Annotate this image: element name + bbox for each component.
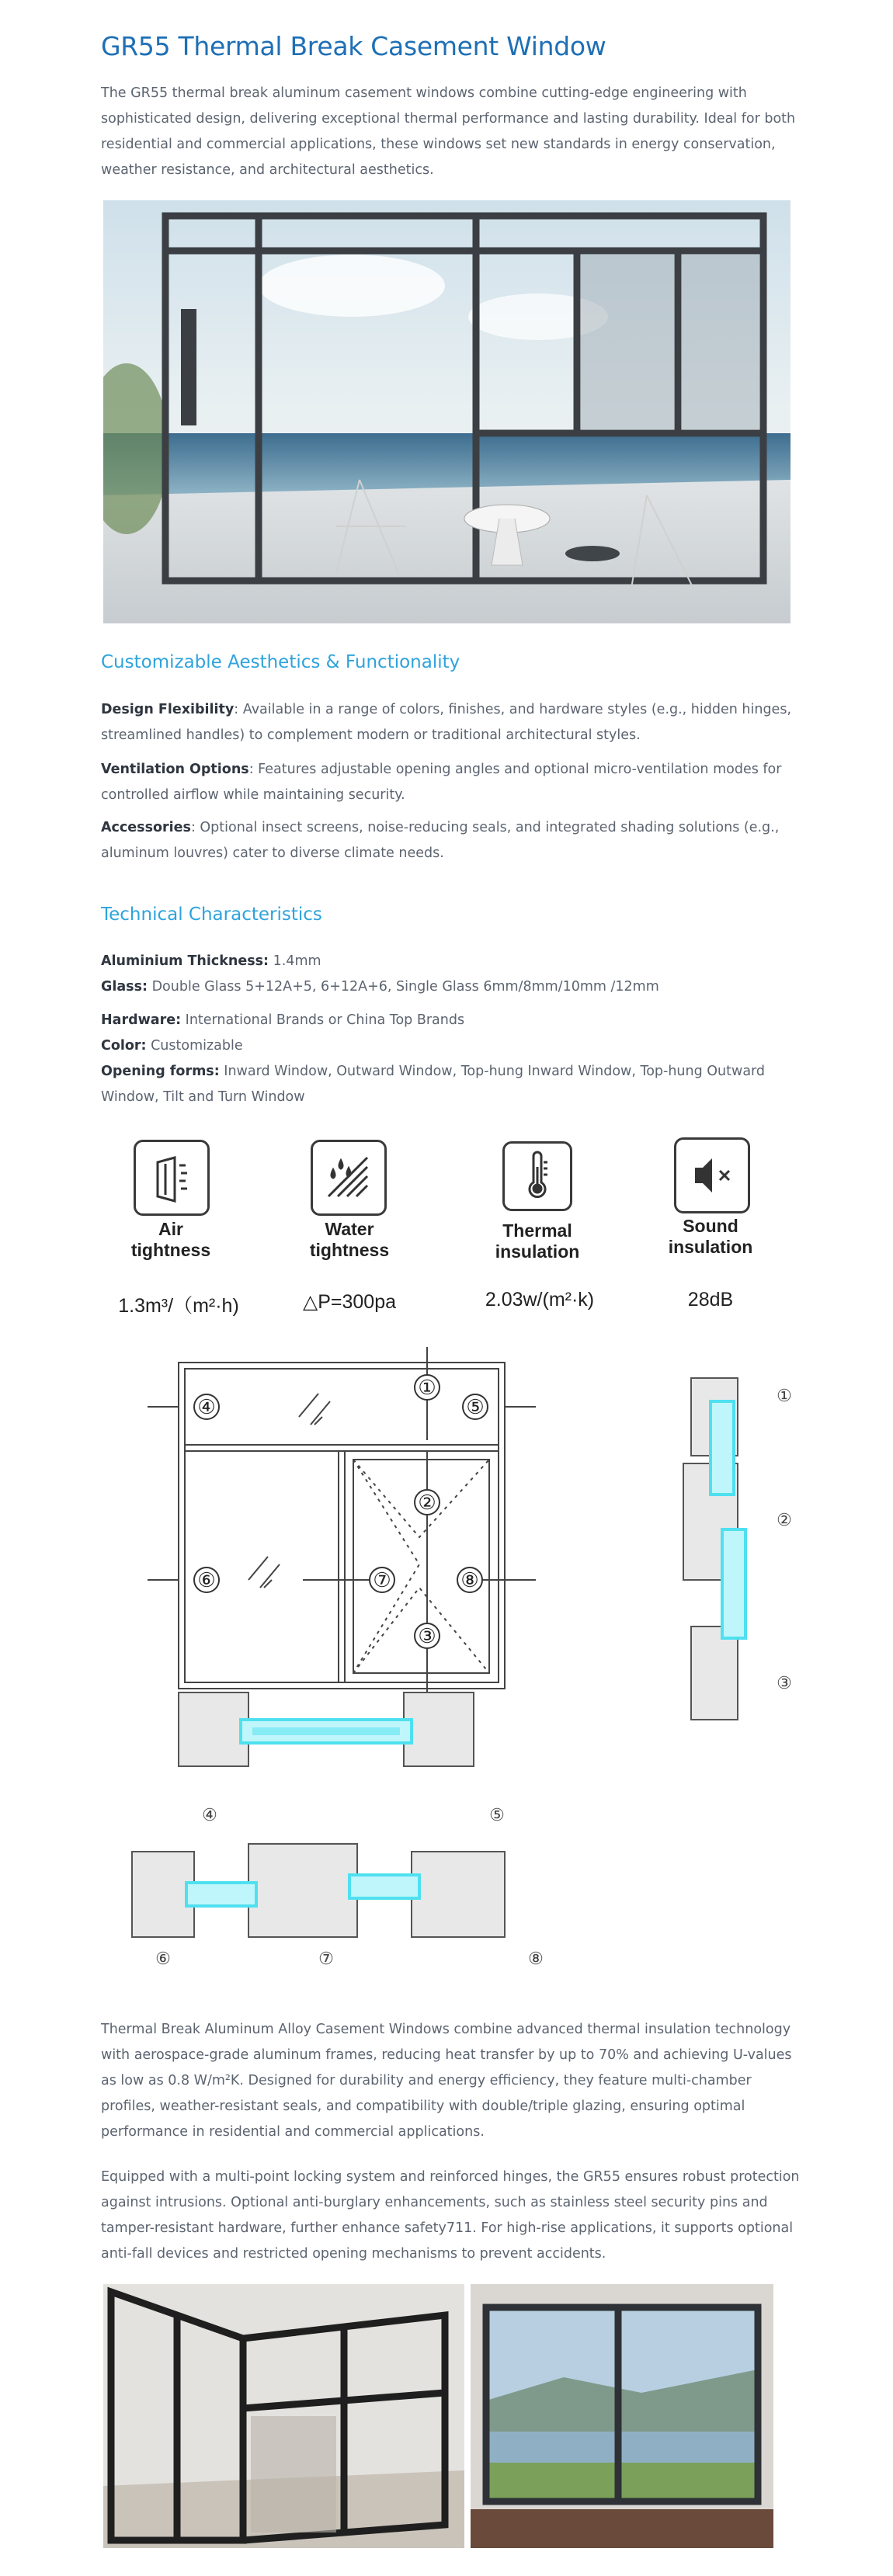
marker-4: ④	[197, 1396, 216, 1419]
marker-6: ⑥	[197, 1569, 216, 1592]
hero-window-image	[103, 200, 790, 623]
feature-label: Ventilation Options	[101, 762, 249, 777]
marker-1: ①	[418, 1377, 436, 1400]
spec-aluminium-thickness	[101, 949, 800, 974]
spec-opening-forms	[101, 1059, 800, 1110]
window-section-diagram	[124, 1347, 808, 1968]
label-line: tightness	[130, 1240, 211, 1260]
speaker-mute-icon	[674, 1137, 750, 1213]
marker-6-sub: ⑥	[155, 1949, 171, 1968]
thermal-paragraph: Thermal Break Aluminum Alloy Casement Windows combine advanced thermal insulation technology with aerospace-grade aluminum frames, reducing heat transfer by up to 70% and achieving U-values as low as 0.8 W/m²K. Designed for durability and energy efficiency, they feature multi-chamber profiles, weather-resistant seals, and compatibility with double/triple glazing, ensuring optimal performance in residential and commercial applications.	[101, 2022, 792, 2140]
thermal-insulation-label	[475, 1220, 599, 1262]
spec-label: Color:	[101, 1038, 147, 1054]
marker-8: ⑧	[460, 1569, 479, 1592]
marker-3: ③	[418, 1625, 436, 1648]
feature-design-flexibility	[101, 697, 800, 748]
spec-value: International Brands or China Top Brands	[181, 1012, 465, 1028]
marker-2: ②	[418, 1491, 436, 1515]
marker-7-sub: ⑦	[318, 1949, 334, 1968]
spec-value: 1.4mm	[269, 953, 321, 969]
intro-paragraph: The GR55 thermal break aluminum casement windows combine cutting-edge engineering with sophisticated design, delivering exceptional thermal performance and lasting durability. Ideal for both residential and commercial applications, these windows set new standards in energy conservation, weather resistance, and architectural aesthetics.	[101, 85, 796, 178]
marker-3-sub: ③	[777, 1674, 792, 1693]
spec-label: Glass:	[101, 979, 148, 995]
corner-window-image	[103, 2284, 464, 2548]
feature-text: : Available in a range of colors, finishes, and hardware styles (e.g., hidden hinges, streamlined handles) to complement modern or traditional architectural styles.	[101, 702, 792, 743]
lake-view-window-image	[471, 2284, 773, 2548]
marker-5: ⑤	[466, 1396, 485, 1419]
security-paragraph: Equipped with a multi-point locking system and reinforced hinges, the GR55 ensures robust protection against intrusions. Optional anti-burglary enhancements, such as stainless steel security pins and tamper-resistant hardware, further enhance safety711. For high-rise applications, it supports optional anti-fall devices and restricted opening mechanisms to prevent accidents.	[101, 2169, 800, 2262]
label-line: insulation	[668, 1237, 753, 1257]
spec-label: Opening forms:	[101, 1064, 220, 1079]
spec-hardware	[101, 1008, 800, 1033]
label-line: tightness	[309, 1240, 390, 1260]
feature-text: : Optional insect screens, noise-reducing seals, and integrated shading solutions (e.g., aluminum louvres) cater to diverse climate needs.	[101, 820, 780, 861]
feature-text: : Features adjustable opening angles and optional micro-ventilation modes for controlled airflow while maintaining security.	[101, 762, 782, 803]
feature-label: Design Flexibility	[101, 702, 235, 717]
spec-color	[101, 1033, 800, 1059]
feature-ventilation	[101, 757, 800, 808]
feature-accessories	[101, 815, 800, 866]
spec-value: Customizable	[146, 1038, 243, 1054]
air-tightness-label	[109, 1219, 233, 1261]
spec-glass	[101, 974, 800, 1000]
sound-insulation-label	[648, 1216, 773, 1258]
section-title-technical: Technical Characteristics	[101, 904, 322, 925]
marker-5-sub: ⑤	[489, 1806, 505, 1825]
marker-1-sub: ①	[777, 1387, 792, 1406]
spec-value: Inward Window, Outward Window, Top-hung Inward Window, Top-hung Outward Window, Tilt and Turn Window	[101, 1064, 766, 1105]
water-tightness-value: △P=300pa	[302, 1291, 397, 1313]
marker-2-sub: ②	[777, 1511, 792, 1530]
spec-value: Double Glass 5+12A+5, 6+12A+6, Single Glass 6mm/8mm/10mm /12mm	[148, 979, 659, 995]
label-line: Air	[158, 1219, 183, 1239]
air-tightness-icon	[134, 1140, 210, 1216]
label-line: Water	[325, 1219, 374, 1239]
thermal-insulation-value: 2.03w/(m²·k)	[485, 1289, 595, 1311]
water-tightness-icon	[311, 1140, 387, 1216]
page-title: GR55 Thermal Break Casement Window	[101, 31, 606, 61]
label-line: insulation	[495, 1241, 580, 1262]
sound-insulation-value: 28dB	[687, 1289, 734, 1311]
thermometer-icon	[502, 1141, 572, 1211]
label-line: Thermal	[502, 1220, 572, 1241]
spec-label: Aluminium Thickness:	[101, 953, 269, 969]
feature-label: Accessories	[101, 820, 191, 835]
marker-7: ⑦	[373, 1569, 391, 1592]
water-tightness-label	[287, 1219, 412, 1261]
marker-8-sub: ⑧	[528, 1949, 544, 1968]
section-title-aesthetics: Customizable Aesthetics & Functionality	[101, 652, 460, 672]
air-tightness-value: 1.3m³/（m²·h)	[118, 1295, 239, 1317]
marker-4-sub: ④	[202, 1806, 217, 1825]
label-line: Sound	[683, 1216, 738, 1236]
spec-label: Hardware:	[101, 1012, 182, 1028]
